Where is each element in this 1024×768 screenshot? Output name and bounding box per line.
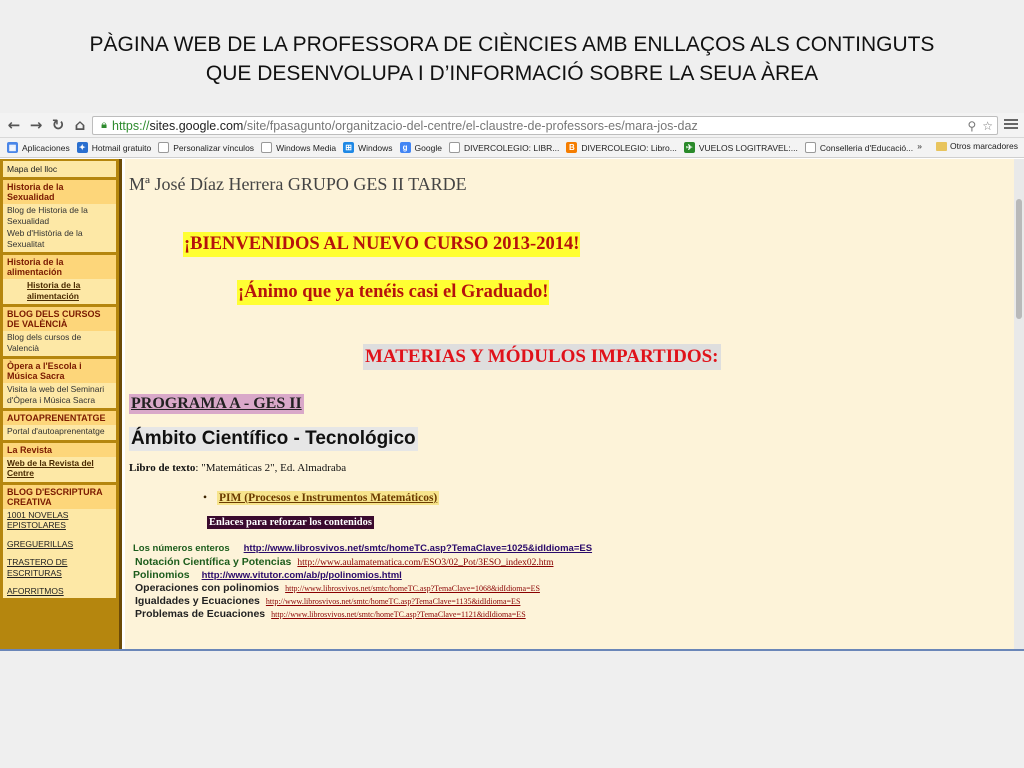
sidebar-link[interactable]: Historia de la alimentación <box>27 280 81 301</box>
program-heading[interactable]: PROGRAMA A - GES II <box>131 395 302 412</box>
search-icon[interactable]: ⚲ <box>967 118 977 133</box>
bookmarks-overflow-button[interactable]: » <box>917 141 922 152</box>
resource-row: Igualdades y Ecuaciones http://www.librosvivos.net/smtc/homeTC.asp?TemaClave=1135&idIdioma=ES <box>135 595 521 607</box>
resource-row: Problemas de Ecuaciones http://www.librosvivos.net/smtc/homeTC.asp?TemaClave=1121&idIdioma=ES <box>135 608 526 620</box>
resource-row: Notación Científica y Potencias http://www.aulamatematica.com/ESO3/02_Pot/3ESO_index02.htm <box>135 556 554 568</box>
resource-row: Polinomios http://www.vitutor.com/ab/p/polinomios.html <box>133 569 402 581</box>
resource-row: Los números enteros http://www.librosvivos.net/smtc/homeTC.asp?TemaClave=1025&idIdioma=ES <box>133 543 593 554</box>
star-icon[interactable]: ☆ <box>982 118 993 133</box>
sitemap-link[interactable]: Mapa del lloc <box>3 161 116 177</box>
url-path: /site/fpasagunto/organitzacio-del-centre/el-claustre-de-professors-es/mara-jos-daz <box>243 118 698 133</box>
url-host: sites.google.com <box>149 118 244 133</box>
bookmark-item[interactable]: g Google <box>400 142 442 153</box>
page-icon <box>158 142 169 153</box>
back-icon[interactable]: ← <box>7 116 21 134</box>
page-icon <box>449 142 460 153</box>
blogger-icon: B <box>566 142 577 153</box>
sidebar-section <box>3 359 116 408</box>
vertical-scrollbar[interactable] <box>1014 159 1024 649</box>
bookmark-item[interactable]: DIVERCOLEGIO: LIBR... <box>449 142 559 153</box>
sidebar-section <box>3 255 116 304</box>
lock-icon: 🔒︎ <box>101 119 107 131</box>
url-scheme: https:// <box>112 118 150 133</box>
area-heading: Ámbito Científico - Tecnológico <box>131 428 416 449</box>
sidebar-link[interactable]: 1001 NOVELAS EPISTOLARES <box>7 509 69 530</box>
pim-link[interactable]: PIM (Procesos e Instrumentos Matemáticos) <box>219 492 438 504</box>
url-toolbar <box>0 113 1024 138</box>
subjects-heading: MATERIAS Y MÓDULOS IMPARTIDOS: <box>363 344 721 370</box>
sidebar-section-heading: La Revista <box>3 443 116 457</box>
resource-link[interactable]: http://www.aulamatematica.com/ESO3/02_Pot/3ESO_index02.htm <box>297 558 554 568</box>
sidebar-section-heading: Òpera a l'Escola i Música Sacra <box>3 359 116 383</box>
sidebar-link[interactable]: Portal d'autoaprenentatge <box>7 426 105 436</box>
sidebar-section <box>3 485 116 598</box>
sidebar-section <box>3 307 116 356</box>
bookmark-item[interactable]: ▦ Aplicaciones <box>8 142 70 153</box>
sidebar-link[interactable]: Web d'Història de la Sexualitat <box>7 228 83 249</box>
sidebar-section-heading: Historia de la Sexualidad <box>3 180 116 204</box>
address-bar[interactable] <box>92 116 998 135</box>
welcome-banner: ¡BIENVENIDOS AL NUEVO CURSO 2013-2014! <box>183 232 580 257</box>
page-content <box>125 159 1014 649</box>
folder-icon <box>936 142 947 151</box>
scrollbar-thumb[interactable] <box>1016 199 1022 319</box>
bookmarks-bar <box>0 138 1024 158</box>
plane-icon: ✈ <box>684 142 695 153</box>
sidebar-section <box>3 443 116 482</box>
sidebar-link[interactable]: Blog de Historia de la Sexualidad <box>7 205 88 226</box>
apps-icon: ▦ <box>8 143 17 152</box>
slide-title <box>0 30 1024 88</box>
encouragement-banner: ¡Ánimo que ya tenéis casi el Graduado! <box>237 280 549 305</box>
menu-icon[interactable] <box>1004 117 1018 131</box>
site-sidebar <box>0 159 122 649</box>
slide-title-line1: PÀGINA WEB DE LA PROFESSORA DE CIÈNCIES AMB ENLLAÇOS ALS CONTINGUTS <box>89 33 935 56</box>
forward-icon[interactable]: → <box>29 116 43 134</box>
resource-link[interactable]: http://www.librosvivos.net/smtc/homeTC.asp?TemaClave=1121&idIdioma=ES <box>271 610 526 619</box>
bookmark-item[interactable]: Windows Media <box>261 142 336 153</box>
bookmark-item[interactable]: Personalizar vínculos <box>158 142 254 153</box>
reload-icon[interactable]: ↻ <box>51 116 65 134</box>
bookmark-item[interactable]: ✦ Hotmail gratuito <box>77 142 152 153</box>
bookmark-item[interactable]: Conselleria d'Educació... <box>805 142 913 153</box>
sidebar-link[interactable]: GREGUERILLAS <box>7 538 74 549</box>
slide-title-line2: QUE DESENVOLUPA I D’INFORMACIÓ SOBRE LA SEUA ÀREA <box>205 62 819 85</box>
textbook-line: Libro de texto: "Matemáticas 2", Ed. Almadraba <box>129 462 347 474</box>
bullet: • <box>203 492 208 504</box>
sidebar-section-heading: AUTOAPRENENTATGE <box>3 411 116 425</box>
sidebar-link[interactable]: TRASTERO DE ESCRITURAS <box>7 557 68 578</box>
windows-icon: ⊞ <box>343 142 354 153</box>
resource-link[interactable]: http://www.librosvivos.net/smtc/homeTC.asp?TemaClave=1068&idIdioma=ES <box>285 584 540 593</box>
sidebar-link[interactable]: AFORRITMOS <box>7 586 64 596</box>
pim-item <box>203 492 439 504</box>
msn-icon: ✦ <box>77 142 88 153</box>
resource-link[interactable]: http://www.librosvivos.net/smtc/homeTC.asp?TemaClave=1025&idIdioma=ES <box>243 543 593 554</box>
sidebar-section <box>3 411 116 440</box>
page-title: Mª José Díaz Herrera GRUPO GES II TARDE <box>129 174 467 194</box>
bookmark-item[interactable]: ⊞ Windows <box>343 142 392 153</box>
sidebar-section <box>3 180 116 252</box>
sidebar-section-heading: BLOG DELS CURSOS DE VALÈNCIÀ <box>3 307 116 331</box>
resource-link[interactable]: http://www.librosvivos.net/smtc/homeTC.asp?TemaClave=1135&idIdioma=ES <box>265 597 521 606</box>
home-icon[interactable]: ⌂ <box>74 116 86 134</box>
resource-link[interactable]: http://www.vitutor.com/ab/p/polinomios.html <box>201 570 402 581</box>
sidebar-link[interactable]: Blog dels cursos de Valencià <box>7 332 82 353</box>
browser-window <box>0 113 1024 651</box>
sidebar-link[interactable]: Web de la Revista del Centre <box>7 457 94 478</box>
reinforcement-links-heading: Enlaces para reforzar los contenidos <box>209 517 372 528</box>
page-icon <box>805 142 816 153</box>
google-icon: g <box>400 142 411 153</box>
page-icon <box>261 142 272 153</box>
sidebar-section-heading: BLOG D'ESCRIPTURA CREATIVA <box>3 485 116 509</box>
bookmark-item[interactable]: ✈ VUELOS LOGITRAVEL:... <box>684 142 798 153</box>
other-bookmarks-folder[interactable]: Otros marcadores <box>936 141 1018 151</box>
sidebar-section-heading: Historia de la alimentación <box>3 255 116 279</box>
sidebar-link[interactable]: Visita la web del Seminari d'Òpera i Música Sacra <box>7 384 105 405</box>
bookmark-item[interactable]: B DIVERCOLEGIO: Libro... <box>566 142 676 153</box>
resource-row: Operaciones con polinomios http://www.librosvivos.net/smtc/homeTC.asp?TemaClave=1068&idIdioma=ES <box>135 582 540 594</box>
